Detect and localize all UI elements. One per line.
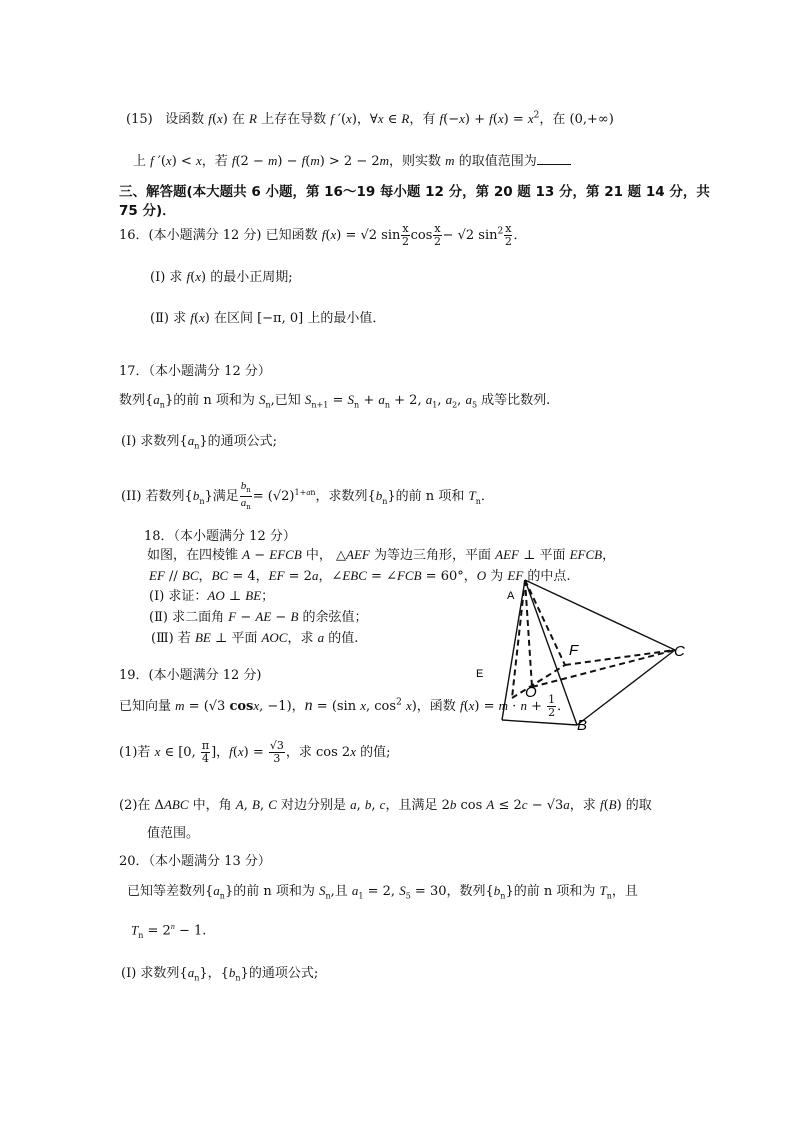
q17-stem: 数列$\{a_n\}$的前 n 项和为 $S_n$,已知 $S_{n+1} = S_n + a_n + 2$, $a_1$, $a_2$, $a_5$ 成等比数列. (119, 392, 551, 410)
q20-stem: 已知等差数列$\{a_n\}$的前 n 项和为 $S_n$,且 $a_1 = 2$, $S_5 = 30$，数列$\{b_n\}$的前 n 项和为 $T_n$，且 (127, 883, 638, 901)
q19-part1: (1)若 x ∈ [0, $\frac{\pi}{4}$ ]，f(x) = $\frac{√3}{3}$ ，求 cos 2x 的值; (119, 739, 391, 765)
q19-part2: (2)在 ΔABC 中，角 A, B, C 对边分别是 a, b, c，且满足 2b cos A ≤ 2c − √3a，求 f(B) 的取 (119, 797, 652, 813)
q19-head: 19．(本小题满分 12 分) (119, 668, 262, 683)
q17-head: 17．（本小题满分 12 分） (119, 364, 271, 379)
section3-heading: 三、解答题(本大题共 6 小题，第 16～19 每小题 12 分，第 20 题 13 分，第 21 题 14 分，共 (119, 184, 710, 200)
q18-line2: EF // BC，BC = 4，EF = 2a，∠EBC = ∠FCB = 60°，O 为 EF 的中点. (149, 568, 571, 584)
q16-head: 16．(本小题满分 12 分) 已知函数 f(x) = √2 sin $\frac{x}{2}$ cos $\frac{x}{2}$ − √2 $\sin^2$ $\frac{x}{2}$ ． (119, 222, 527, 248)
label-F: F (569, 642, 579, 659)
label-O: O (525, 684, 537, 701)
q18-line1: 如图，在四棱锥 A − EFCB 中， △AEF 为等边三角形，平面 AEF ⊥ 平面 EFCB， (147, 547, 616, 563)
q15-label: (15) (126, 112, 153, 127)
label-B: B (577, 717, 588, 734)
q18-part3: (Ⅲ) 若 BE ⊥ 平面 AOC，求 a 的值. (151, 630, 359, 646)
q20-head: 20．（本小题满分 13 分） (119, 854, 271, 869)
section3-heading-cont: 75 分)． (119, 203, 176, 219)
q16-part1: (Ⅰ) 求 f(x) 的最小正周期; (150, 269, 293, 285)
q18-head: 18．（本小题满分 12 分） (144, 529, 296, 544)
label-E: E (476, 668, 484, 680)
answer-blank[interactable] (537, 152, 571, 165)
q20-part1: (I) 求数列$\{a_n\}$，$\{b_n\}$的通项公式; (121, 965, 319, 983)
q18-part2: (Ⅱ) 求二面角 F − AE − B 的余弦值； (149, 609, 368, 625)
q20-stem2: $T_n = 2^n - 1$. (131, 922, 207, 940)
q15-line1: (15) 设函数 f(x) 在 R 上存在导数 f ′(x)，∀x ∈ R，有 $f(-x) + f(x) = x^2$，在 (0,+∞) (126, 110, 614, 127)
q18-part1: (Ⅰ) 求证：AO ⊥ BE； (149, 588, 275, 604)
q19-part2-cont: 值范围。 (147, 826, 200, 841)
q15-line2: 上 f ′(x) < x，若 f(2 − m) − f(m) > 2 − 2m，则实数 m 的取值范围为 (133, 150, 571, 169)
q19-stem: 已知向量 m = (√3 cosx, −1)，n = (sin x, $\cos^2 x$)，函数 f(x) = m · n + $\frac{1}{2}$ ． (119, 693, 571, 719)
label-C: C (674, 643, 685, 660)
label-A: A (507, 590, 515, 602)
q16-part2: (Ⅱ) 求 f(x) 在区间 [−π, 0] 上的最小值． (150, 310, 386, 326)
q17-part1: (I) 求数列$\{a_n\}$的通项公式; (121, 433, 277, 451)
q17-part2: (II) 若数列$\{b_n\}$满足 $\frac{b_n}{a_n}$ = $(√2)^{1+an}$，求数列$\{b_n\}$的前 n 项和 $T_n$． (121, 480, 494, 512)
